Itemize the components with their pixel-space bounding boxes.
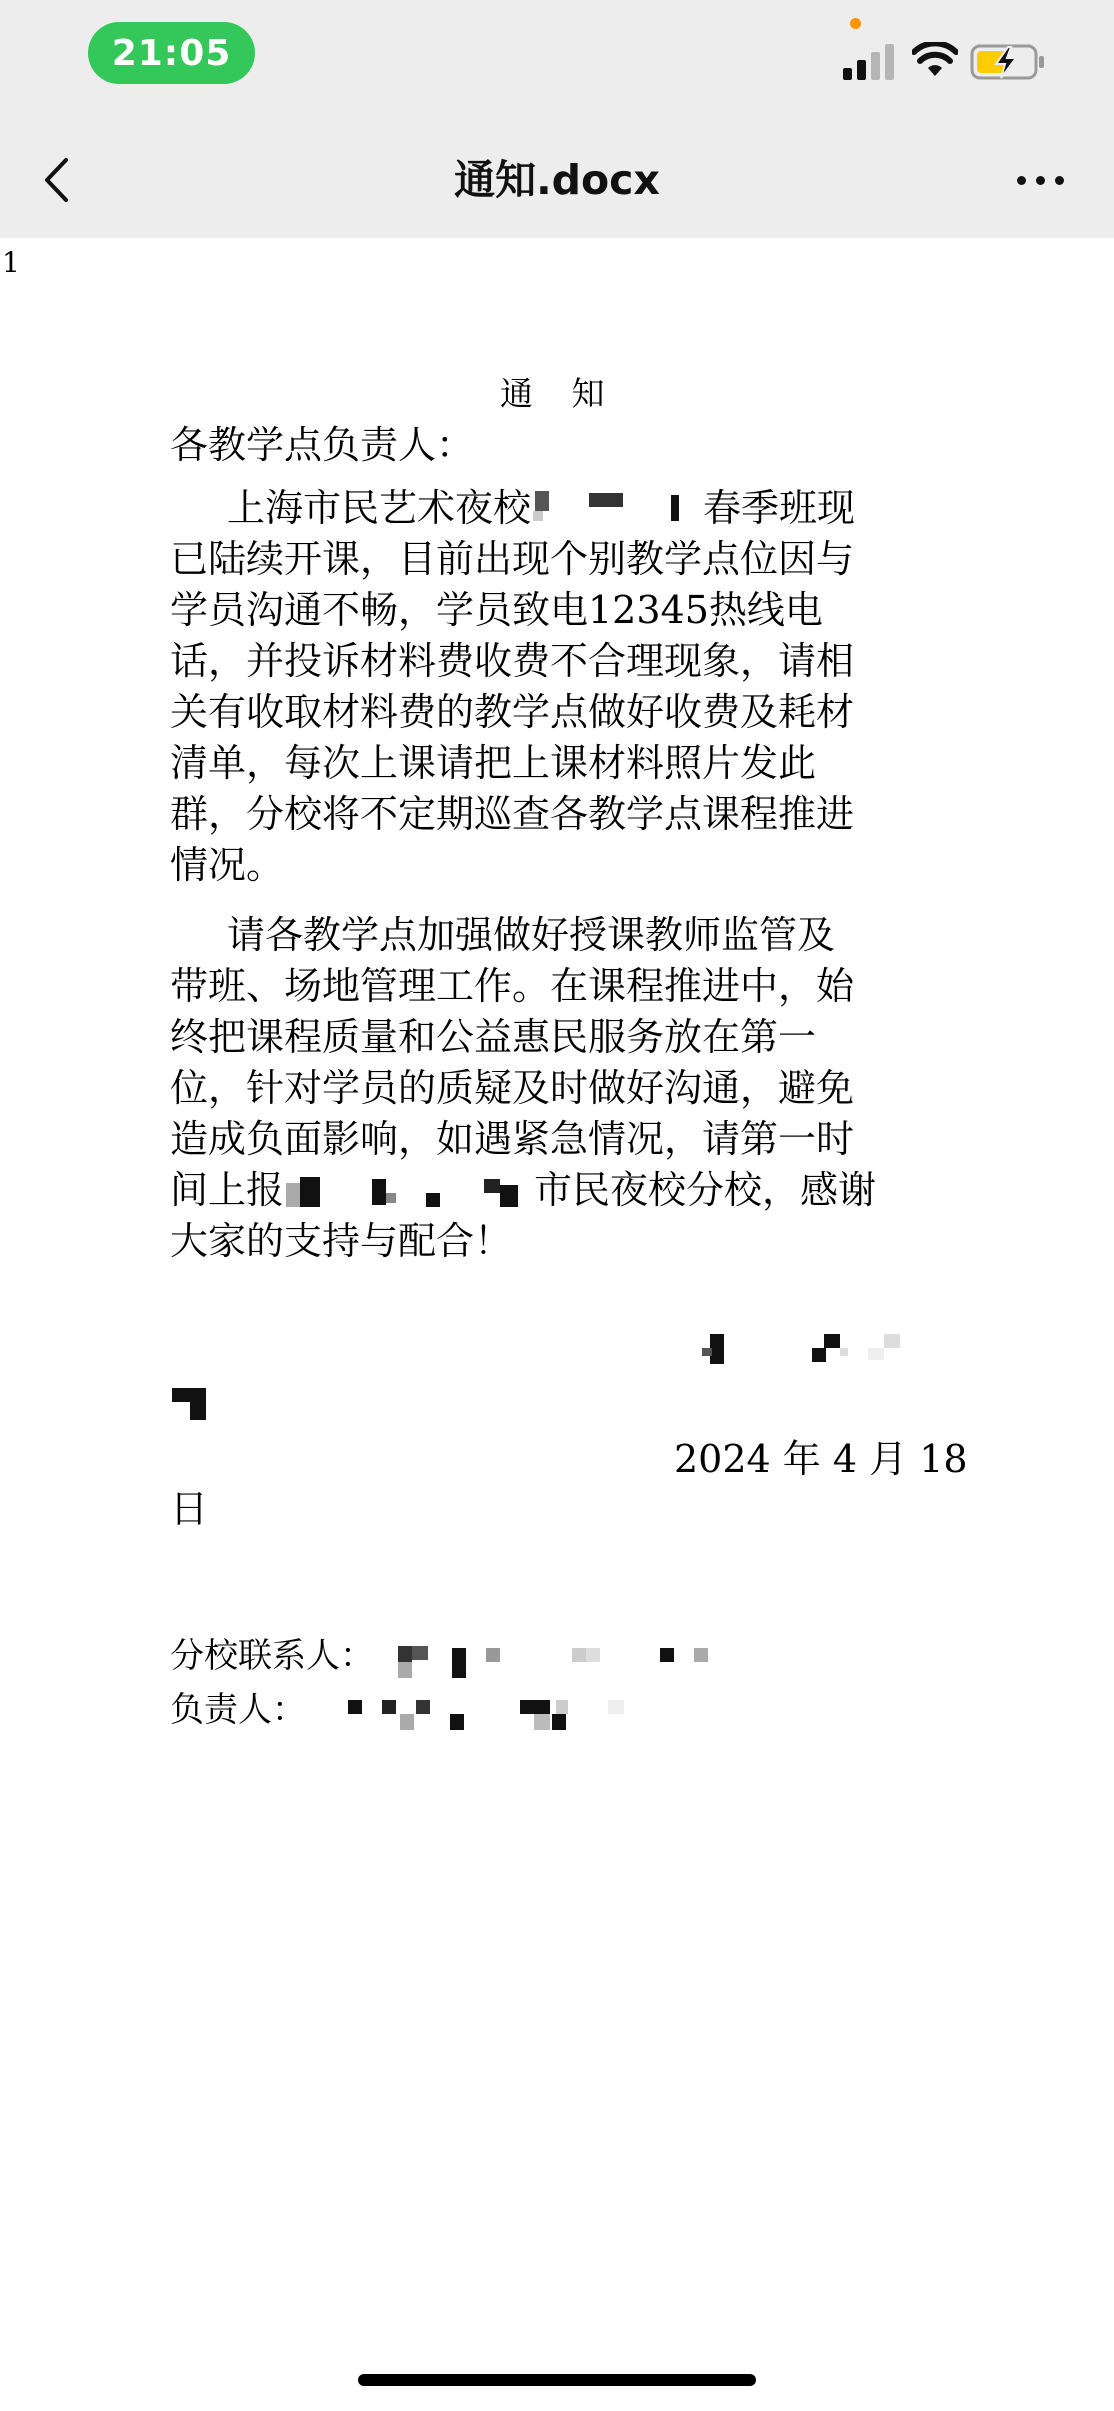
wifi-icon — [912, 42, 958, 78]
redacted-mosaic — [284, 1171, 534, 1211]
responsible-label: 负责人： — [170, 1690, 306, 1730]
date-line-2: 日 — [170, 1487, 209, 1531]
cellular-signal-icon — [843, 44, 897, 80]
orange-dot-indicator — [850, 18, 861, 29]
notice-title: 通 知 — [500, 374, 619, 413]
page-number: 1 — [2, 246, 20, 279]
redacted-signature-mosaic — [700, 1334, 910, 1374]
more-options-button[interactable] — [1010, 158, 1070, 202]
home-indicator[interactable] — [358, 2374, 756, 2386]
paragraph-1: 上海市民艺术夜校 春季班现 已陆续开课，目前出现个别教学点位因与 学员沟通不畅，学员致电12345热线电 话，并投诉材料费收费不合理现象，请相 关有收取材料费的教学点做好收费及耗材 清单，每次上课请把上课材料照片发此 群，分校将不定期巡查各教学点课程推进 情况。 — [170, 486, 856, 887]
status-time-pill — [88, 22, 255, 84]
status-time: 21:05 — [111, 32, 232, 74]
back-button[interactable] — [34, 150, 78, 210]
top-bar — [0, 0, 1114, 238]
redacted-responsible-mosaic — [320, 1700, 630, 1740]
date-line-1: 2024 年 4 月 18 — [674, 1437, 968, 1481]
battery-charging-icon — [970, 42, 1046, 82]
chevron-left-icon — [43, 157, 69, 203]
document-viewer[interactable] — [0, 238, 1114, 2411]
document-title: 通知.docx — [454, 156, 660, 204]
paragraph-2: 请各教学点加强做好授课教师监管及 带班、场地管理工作。在课程推进中，始 终把课程质量和公益惠民服务放在第一 位，针对学员的质疑及时做好沟通，避免 造成负面影响，如遇紧急情况，请第一时 间上报 市民夜校分校，感谢 大家的支持与配合！ — [170, 913, 877, 1263]
redacted-mosaic — [531, 489, 703, 529]
redacted-contact-mosaic — [396, 1646, 716, 1686]
contact-label: 分校联系人： — [170, 1636, 374, 1676]
salutation: 各教学点负责人： — [170, 423, 475, 467]
more-horizontal-icon — [1017, 176, 1026, 185]
redacted-mosaic — [172, 1388, 212, 1428]
